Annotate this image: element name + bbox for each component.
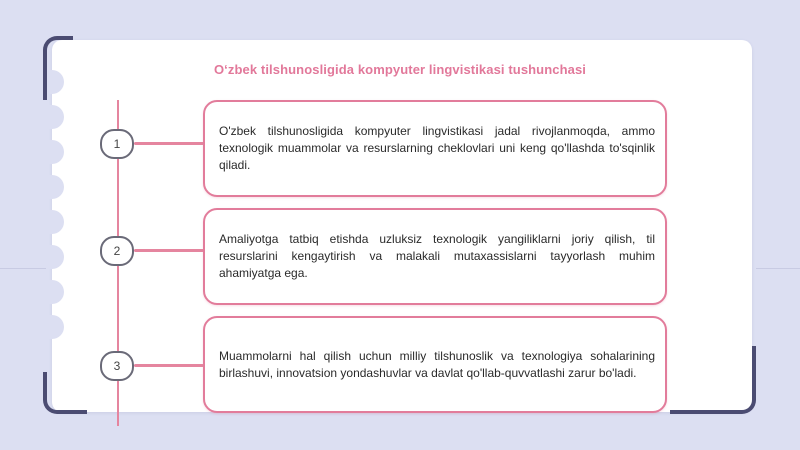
step-box-3 <box>203 316 667 413</box>
corner-bracket-bottom-left <box>43 372 87 414</box>
step-number-2: 2 <box>100 236 134 266</box>
step-text-1: O'zbek tilshunosligida kompyuter lingvistikasi jadal rivojlanmoqda, ammo texnologik muammolar va resurslarning cheklovlari uni keng qo'llashda to'sqinlik qiladi. <box>219 124 655 172</box>
background-divider-left <box>0 268 48 269</box>
step-connector <box>134 249 204 252</box>
corner-bracket-bottom-right <box>670 346 756 414</box>
step-box-1 <box>203 100 667 197</box>
step-text-3: Muammolarni hal qilish uchun milliy tilshunoslik va texnologiya sohalarining birlashuvi, innovatsion yondashuvlar va davlat qo'llab-quvvatlashi zarur bo'ladi. <box>219 348 655 380</box>
step-text-2: Amaliyotga tatbiq etishda uzluksiz texnologik yangiliklarni joriy qilish, til resurslarini kengaytirish va malakali mutaxassislarni tayyorlash muhim ahamiyatga ega. <box>219 232 655 280</box>
step-number-3: 3 <box>100 351 134 381</box>
step-connector <box>134 364 204 367</box>
page-title: O‘zbek tilshunosligida kompyuter lingvistikasi tushunchasi <box>213 62 587 77</box>
step-box-2 <box>203 208 667 305</box>
step-number-1: 1 <box>100 129 134 159</box>
step-connector <box>134 142 204 145</box>
background-divider-right <box>756 268 800 269</box>
